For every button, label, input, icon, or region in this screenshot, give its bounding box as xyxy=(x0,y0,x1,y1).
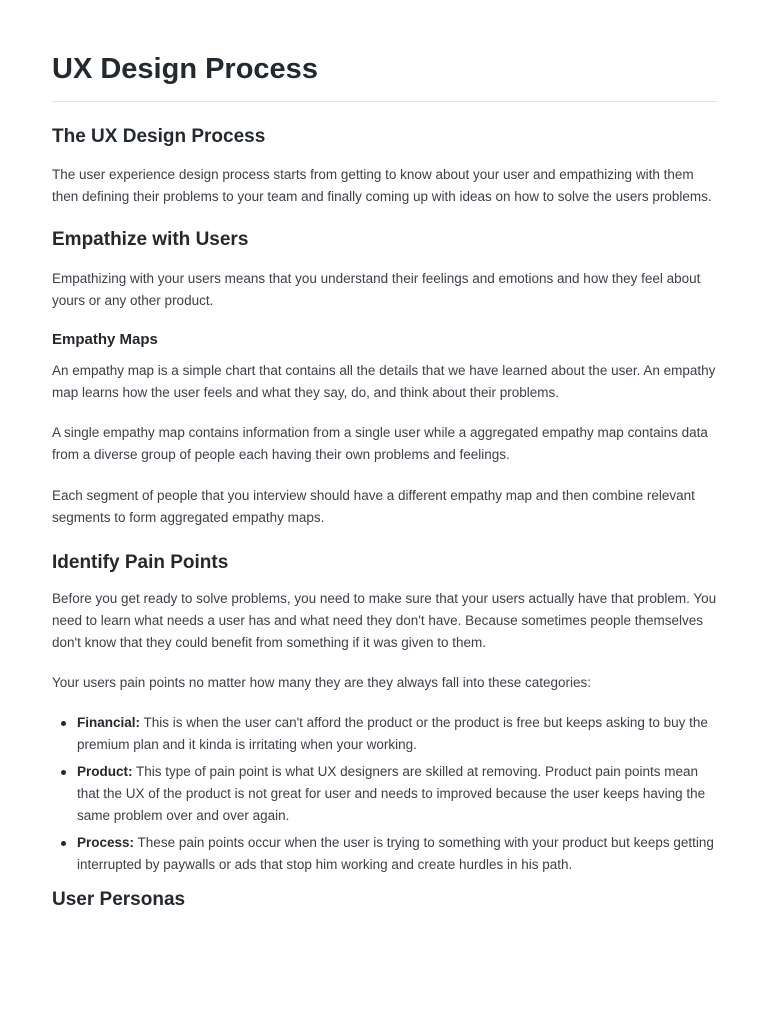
page-title: UX Design Process xyxy=(52,0,717,102)
pain-point-list xyxy=(52,712,717,876)
heading-empathize-with-users: Empathize with Users xyxy=(52,229,249,250)
heading-empathy-maps: Empathy Maps xyxy=(52,331,158,348)
paragraph-process-intro: The user experience design process starts from getting to know about your user and empathizing with them then defining their problems to your team and finally coming up with ideas on how to solve the users problems. xyxy=(52,167,712,204)
list-item-text: This is when the user can't afford the product or the product is free but keeps asking to buy the premium plan and it kinda is irritating when your working. xyxy=(77,715,708,752)
paragraph-pain-intro: Before you get ready to solve problems, you need to make sure that your users actually have that problem. You need to learn what needs a user has and what need they don't have. Because sometimes people themselves don't know that they could benefit from something if it was given to them. xyxy=(52,591,717,650)
list-item-term: Process: xyxy=(77,835,135,850)
bullet-icon xyxy=(61,770,66,775)
list-item-financial xyxy=(52,712,717,756)
paragraph-empathy-maps-1: An empathy map is a simple chart that contains all the details that we have learned about the user. An empathy map learns how the user feels and what they say, do, and think about their problems. xyxy=(52,363,716,400)
bullet-icon xyxy=(61,721,66,726)
list-item-term: Product: xyxy=(77,764,133,779)
heading-identify-pain-points: Identify Pain Points xyxy=(52,552,229,573)
list-item-product xyxy=(52,761,717,827)
heading-user-personas: User Personas xyxy=(52,889,186,910)
bullet-icon xyxy=(61,841,66,846)
list-item-term: Financial: xyxy=(77,715,141,730)
list-item-text: This type of pain point is what UX designers are skilled at removing. Product pain points mean that the UX of the product is not great for user and needs to improved because the user keeps having the same problem over and over again. xyxy=(77,764,706,823)
paragraph-empathy-maps-3: Each segment of people that you interview should have a different empathy map and then combine relevant segments to form aggregated empathy maps. xyxy=(52,488,695,525)
heading-ux-design-process: The UX Design Process xyxy=(52,126,266,147)
paragraph-empathy-maps-2: A single empathy map contains information from a single user while a aggregated empathy map contains data from a diverse group of people each having their own problems and feelings. xyxy=(52,425,708,462)
paragraph-pain-categories: Your users pain points no matter how many they are they always fall into these categories: xyxy=(52,675,592,690)
paragraph-empathize-intro: Empathizing with your users means that you understand their feelings and emotions and how they feel about yours or any other product. xyxy=(52,271,701,308)
list-item-process xyxy=(52,832,717,876)
list-item-text: These pain points occur when the user is trying to something with your product but keeps getting interrupted by paywalls or ads that stop him working and create hurdles in his path. xyxy=(77,835,714,872)
